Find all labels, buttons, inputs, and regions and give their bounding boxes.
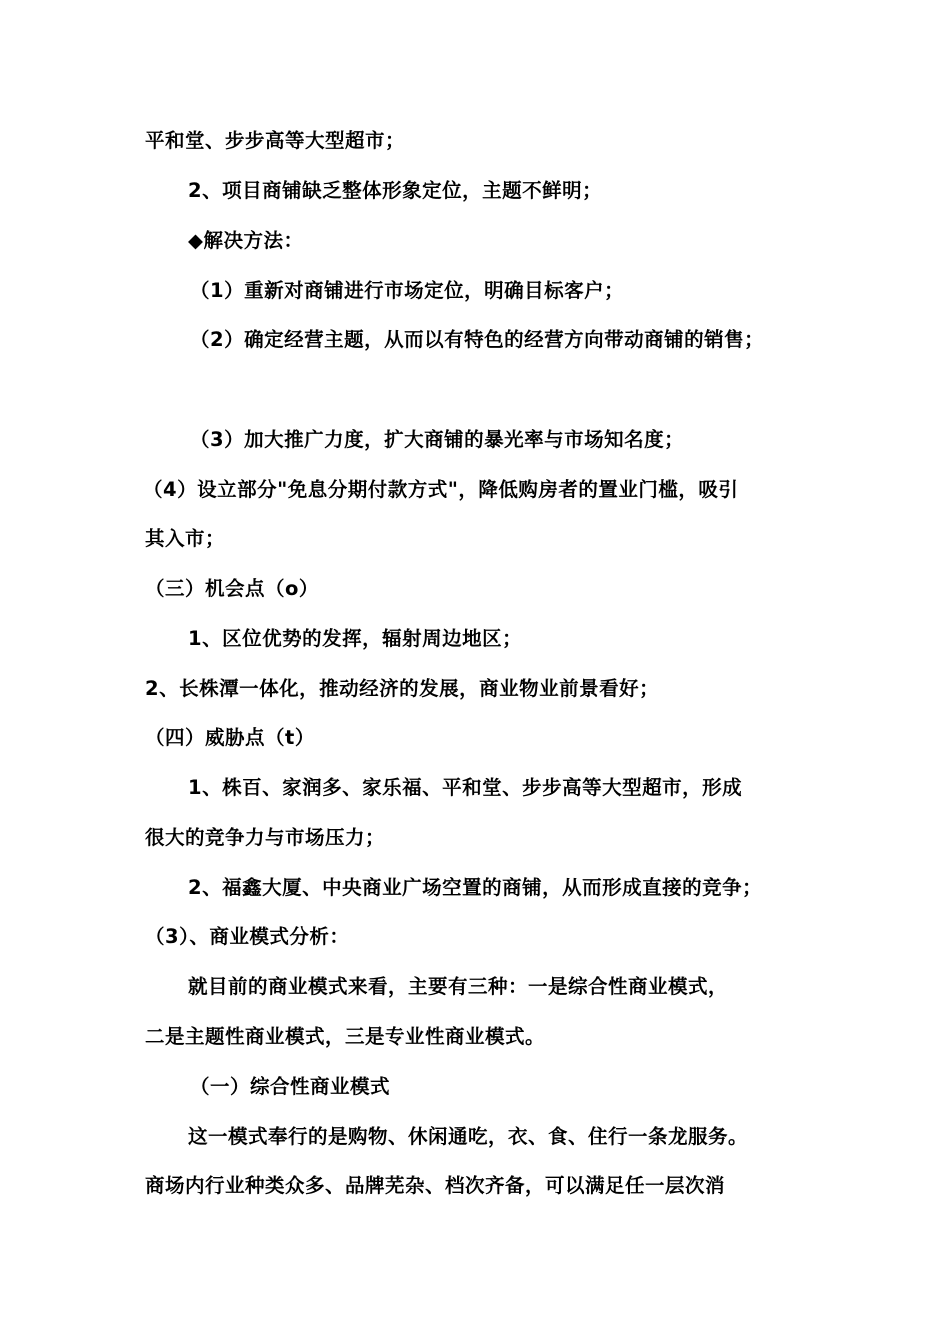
text-line: 就目前的商业模式来看，主要有三种：一是综合性商业模式， xyxy=(188,975,729,998)
text-line: 2、项目商铺缺乏整体形象定位，主题不鲜明； xyxy=(188,179,603,202)
text-line: 1、株百、家润多、家乐福、平和堂、步步高等大型超市，形成 xyxy=(188,776,743,799)
text-line: 其入市； xyxy=(145,527,226,550)
text-line: 二是主题性商业模式，三是专业性商业模式。 xyxy=(145,1025,546,1048)
text-line: （2）确定经营主题，从而以有特色的经营方向带动商铺的销售； xyxy=(190,328,765,351)
text-line: 这一模式奉行的是购物、休闲通吃，衣、食、住行一条龙服务。 xyxy=(188,1125,749,1148)
section-heading: （3）、商业模式分析： xyxy=(145,925,350,948)
text-line: 2、长株潭一体化，推动经济的发展，商业物业前景看好； xyxy=(145,677,660,700)
text-line: 商场内行业种类众多、品牌芜杂、档次齐备，可以满足任一层次消 xyxy=(145,1174,726,1197)
section-heading: （三）机会点（o） xyxy=(145,577,319,600)
text-line: （3）加大推广力度，扩大商铺的暴光率与市场知名度； xyxy=(190,428,685,451)
text-line: 1、区位优势的发挥，辐射周边地区； xyxy=(188,627,523,650)
text-line: 2、福鑫大厦、中央商业广场空置的商铺，从而形成直接的竞争； xyxy=(188,876,763,899)
text-line: （1）重新对商铺进行市场定位，明确目标客户； xyxy=(190,279,625,302)
section-heading: （一）综合性商业模式 xyxy=(190,1075,391,1098)
text-line: （4）设立部分"免息分期付款方式"，降低购房者的置业门槛，吸引 xyxy=(143,478,739,501)
text-line: ◆解决方法： xyxy=(188,229,304,252)
section-heading: （四）威胁点（t） xyxy=(145,726,315,749)
text-line: 平和堂、步步高等大型超市； xyxy=(145,129,406,152)
text-line: 很大的竞争力与市场压力； xyxy=(145,826,386,849)
